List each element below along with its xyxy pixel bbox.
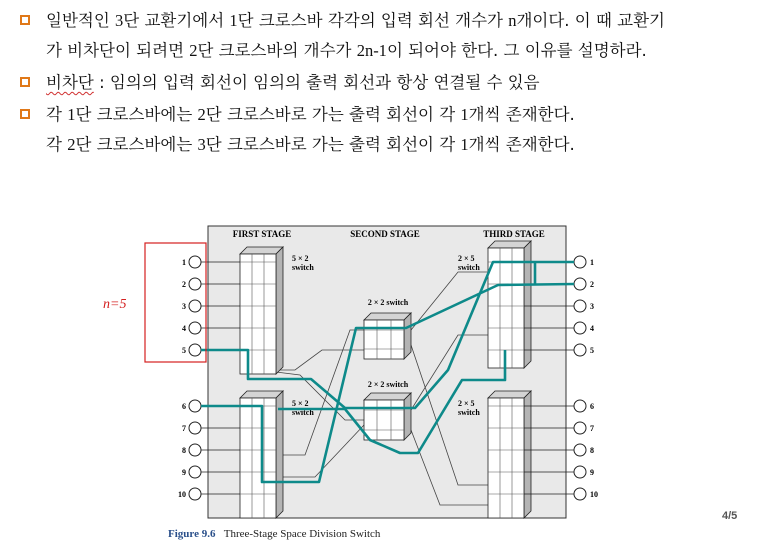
output-label: 6 bbox=[590, 402, 594, 411]
input-label: 5 bbox=[182, 346, 186, 355]
svg-text:2 × 2 switch: 2 × 2 switch bbox=[367, 298, 409, 307]
svg-text:switch: switch bbox=[292, 408, 314, 417]
stage-label-second: SECOND STAGE bbox=[350, 229, 420, 239]
input-label: 9 bbox=[182, 468, 186, 477]
bullet-question: 일반적인 3단 교환기에서 1단 크로스바 각각의 입력 회선 개수가 n개이다. 이 때 교환기 가 비차단이 되려면 2단 크로스바의 개수가 2n-1이 되어야 한다. 그 이유를 설명하라. bbox=[18, 6, 768, 66]
svg-text:2 × 5: 2 × 5 bbox=[458, 399, 475, 408]
input-label: 7 bbox=[182, 424, 186, 433]
input-label: 8 bbox=[182, 446, 186, 455]
output-label: 8 bbox=[590, 446, 594, 455]
svg-text:2 × 5: 2 × 5 bbox=[458, 254, 475, 263]
output-label: 3 bbox=[590, 302, 594, 311]
svg-text:switch: switch bbox=[458, 263, 480, 272]
output-label: 7 bbox=[590, 424, 594, 433]
stage-label-first: FIRST STAGE bbox=[232, 229, 292, 239]
svg-text:5 × 2: 5 × 2 bbox=[292, 399, 309, 408]
input-label: 3 bbox=[182, 302, 186, 311]
input-label: 1 bbox=[182, 258, 186, 267]
output-label: 10 bbox=[590, 490, 598, 499]
output-terminals bbox=[574, 256, 598, 500]
svg-text:switch: switch bbox=[458, 408, 480, 417]
input-label: 2 bbox=[182, 280, 186, 289]
input-label: 4 bbox=[182, 324, 186, 333]
svg-text:switch: switch bbox=[292, 263, 314, 272]
n-label: n=5 bbox=[103, 297, 127, 312]
bullet-explanation: 각 1단 크로스바에는 2단 크로스바로 가는 출력 회선이 각 1개씩 존재한다. 각 2단 크로스바에는 3단 크로스바로 가는 출력 회선이 각 1개씩 존재한다. bbox=[18, 100, 768, 160]
input-label: 10 bbox=[178, 490, 186, 499]
input-terminals bbox=[178, 256, 201, 500]
svg-text:2 × 2 switch: 2 × 2 switch bbox=[367, 380, 409, 389]
output-label: 1 bbox=[590, 258, 594, 267]
output-label: 4 bbox=[590, 324, 594, 333]
output-label: 5 bbox=[590, 346, 594, 355]
stage-label-third: THIRD STAGE bbox=[483, 229, 545, 239]
bullet-definition: 비차단 : 임의의 입력 회선이 임의의 출력 회선과 항상 연결될 수 있음 bbox=[18, 68, 768, 98]
page-number: 4/5 bbox=[722, 510, 738, 522]
output-label: 9 bbox=[590, 468, 594, 477]
svg-text:5 × 2: 5 × 2 bbox=[292, 254, 309, 263]
nonblocking-term: 비차단 bbox=[46, 73, 94, 92]
figure-caption: Figure 9.6 Three-Stage Space Division Switch bbox=[168, 528, 381, 540]
input-label: 6 bbox=[182, 402, 186, 411]
output-label: 2 bbox=[590, 280, 594, 289]
